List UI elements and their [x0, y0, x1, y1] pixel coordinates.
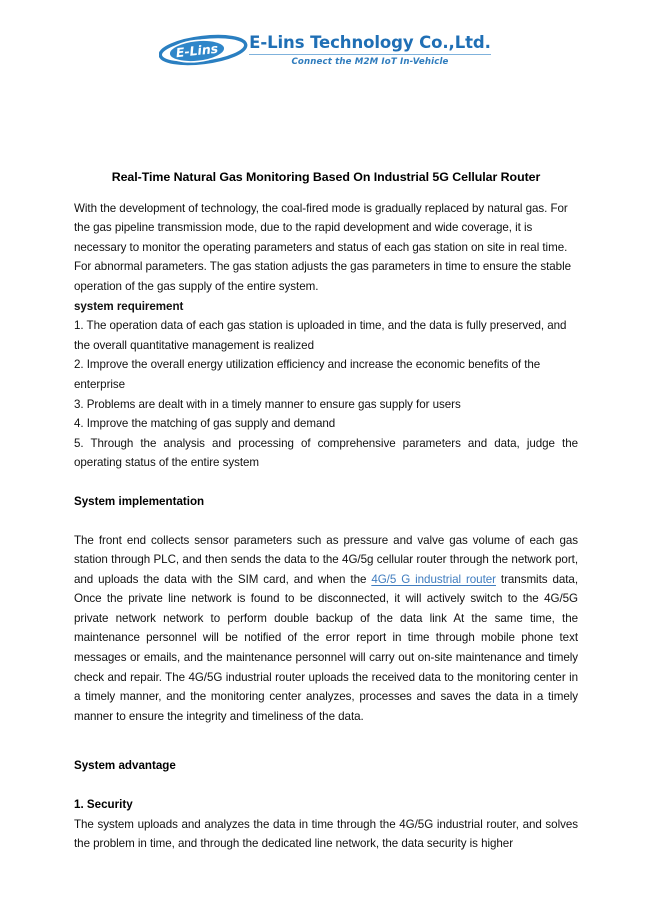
- spacer: [74, 726, 578, 756]
- logo-wordmark: [249, 33, 491, 67]
- e-lins-oval-logo-icon: [159, 30, 251, 70]
- implementation-text-part1: The front end collects sensor parameters such as pressure and valve gas volume of each gas station through PLC, and then sends the data to the 4G/5g cellular router through the network port, and uploads the data with the SIM card, and when the: [74, 533, 578, 586]
- requirement-item-4: 4. Improve the matching of gas supply and demand: [74, 417, 336, 431]
- spacer: [74, 473, 578, 492]
- industrial-router-link[interactable]: 4G/5 G industrial router: [371, 572, 496, 586]
- intro-paragraph: With the development of technology, the coal-fired mode is gradually replaced by natural gas. For the gas pipeline transmission mode, due to the rapid development and wide coverage, it is necessary to monitor the operating parameters and status of each gas station on site in real time. For abnormal parameters. The gas station adjusts the gas parameters in time to ensure the stable operation of the gas supply of the entire system.: [74, 201, 571, 293]
- company-name: E-Lins Technology Co.,Ltd.: [249, 32, 491, 52]
- svg-text:E-Lins: E-Lins: [175, 40, 219, 61]
- company-logo: [159, 30, 491, 70]
- system-implementation-heading: System implementation: [74, 494, 205, 508]
- spacer: [74, 776, 578, 795]
- company-tagline: Connect the M2M IoT In-Vehicle: [291, 56, 449, 67]
- system-advantage-heading: System advantage: [74, 759, 176, 773]
- document-body: [74, 168, 578, 854]
- document-title: Real-Time Natural Gas Monitoring Based On Industrial 5G Cellular Router: [111, 170, 541, 184]
- requirement-item-1: 1. The operation data of each gas station is uploaded in time, and the data is fully preserved, and the overall quantitative management is realized: [74, 319, 567, 352]
- requirement-item-2: 2. Improve the overall energy utilization efficiency and increase the economic benefits of the enterprise: [74, 358, 541, 391]
- spacer: [74, 512, 578, 531]
- system-requirement-heading: system requirement: [74, 299, 184, 313]
- letterhead: [0, 30, 650, 92]
- implementation-paragraph: [74, 531, 578, 727]
- requirement-item-5: 5. Through the analysis and processing of comprehensive parameters and data, judge the operating status of the entire system: [74, 436, 578, 470]
- implementation-text-part2: transmits data, Once the private line network is found to be disconnected, it will actively switch to the 4G/5G private network network to perform double backup of the data link At the same time, the maintenance personnel will be notified of the error report in time through mobile phone text messages or emails, and the maintenance personnel will carry out on-site maintenance and timely check and repair. The 4G/5G industrial router uploads the received data to the monitoring center in a timely manner, and the monitoring center analyzes, processes and saves the data in a timely manner to ensure the integrity and timeliness of the data.: [74, 572, 578, 723]
- advantage-1-heading: 1. Security: [74, 798, 133, 812]
- advantage-1-body: The system uploads and analyzes the data in time through the 4G/5G industrial router, and solves the problem in time, and through the dedicated line network, the data security is higher: [74, 817, 578, 851]
- wordmark-rule: [249, 54, 491, 55]
- requirement-item-3: 3. Problems are dealt with in a timely manner to ensure gas supply for users: [74, 397, 461, 411]
